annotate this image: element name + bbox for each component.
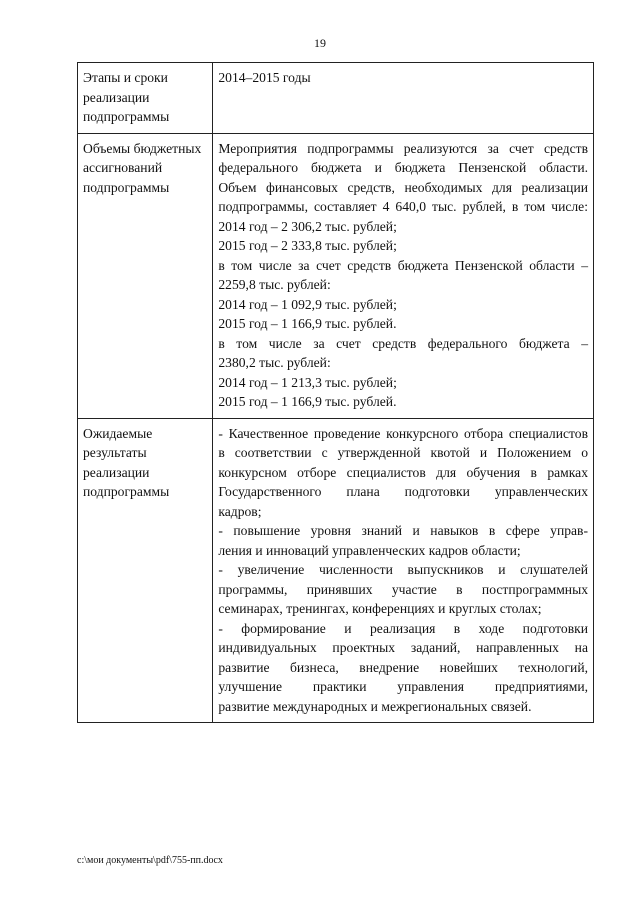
label-line: Ожидаемые [83,425,153,441]
content-line: ления и инноваций управленческих кадров области; [218,542,521,558]
content-line: улучшение практики управления предприятиями, [218,679,588,694]
content-line: 2015 год – 1 166,9 тыс. рублей. [218,394,397,409]
label-line: подпрограммы [83,484,170,499]
row-label-cell [78,418,213,723]
table-row [78,418,594,723]
content-line: конкурсном отборе специалистов для обучения в рамках [218,464,588,480]
row-label-cell [78,63,213,134]
row-content-cell [213,133,594,418]
content-line: семинарах, тренингах, конференциях и круглых столах; [218,601,542,616]
content-line: - увеличение численности выпускников и слушателей [218,562,588,577]
content-line: 2014 год – 1 213,3 тыс. рублей; [218,374,397,390]
label-line: подпрограммы [83,179,170,195]
content-line: 2259,8 тыс. рублей: [218,277,331,292]
content-line: индивидуальных проектных заданий, направленных на [218,640,588,655]
content-line: Мероприятия подпрограммы реализуются за счет средств [218,140,588,156]
content-line: - повышение уровня знаний и навыков в сфере управ- [218,523,588,538]
table-row [78,63,594,134]
content-line: 2014–2015 годы [218,70,311,85]
content-line: Государственного плана подготовки управленческих [218,484,588,499]
row-content-cell [213,63,594,134]
content-line: кадров; [218,503,262,519]
content-line: развитие международных и межрегиональных связей. [218,698,532,714]
content-line: Объем финансовых средств, необходимых для реализации [218,179,588,195]
label-line: реализации [83,464,150,480]
content-line: в соответствии с утвержденной квотой и Положением о [218,445,588,460]
label-line: подпрограммы [83,109,170,124]
content-line: 2015 год – 1 166,9 тыс. рублей. [218,316,397,331]
footer-file-path: c:\мои документы\pdf\755-пп.docx [77,855,223,866]
content-line: - Качественное проведение конкурсного отбора специалистов [218,425,588,441]
content-line: программы, принявших участие в постпрограммных [218,581,588,597]
content-line: 2380,2 тыс. рублей: [218,355,331,370]
content-line: 2014 год – 2 306,2 тыс. рублей; [218,218,397,234]
content-line: 2015 год – 2 333,8 тыс. рублей; [218,238,397,253]
table-row [78,133,594,418]
content-line: подпрограммы, составляет 4 640,0 тыс. рублей, в том числе: [218,199,588,214]
content-line: в том числе за счет средств федерального бюджета – [218,335,588,351]
page-number: 19 [314,36,326,50]
row-content-cell [213,418,594,723]
content-line: в том числе за счет средств бюджета Пензенской области – [218,257,588,273]
content-line: федерального бюджета и бюджета Пензенской области. [218,160,588,175]
label-line: реализации [83,89,150,105]
label-line: Этапы и сроки [83,70,168,85]
label-line: результаты [83,445,147,460]
label-line: ассигнований [83,160,163,175]
row-label-cell [78,133,213,418]
content-line: развитие бизнеса, внедрение новейших технологий, [218,659,588,675]
content-line: - формирование и реализация в ходе подготовки [218,620,588,636]
content-line: 2014 год – 1 092,9 тыс. рублей; [218,296,397,312]
subprogram-passport-table [77,62,594,723]
label-line: Объемы бюджетных [83,140,202,156]
